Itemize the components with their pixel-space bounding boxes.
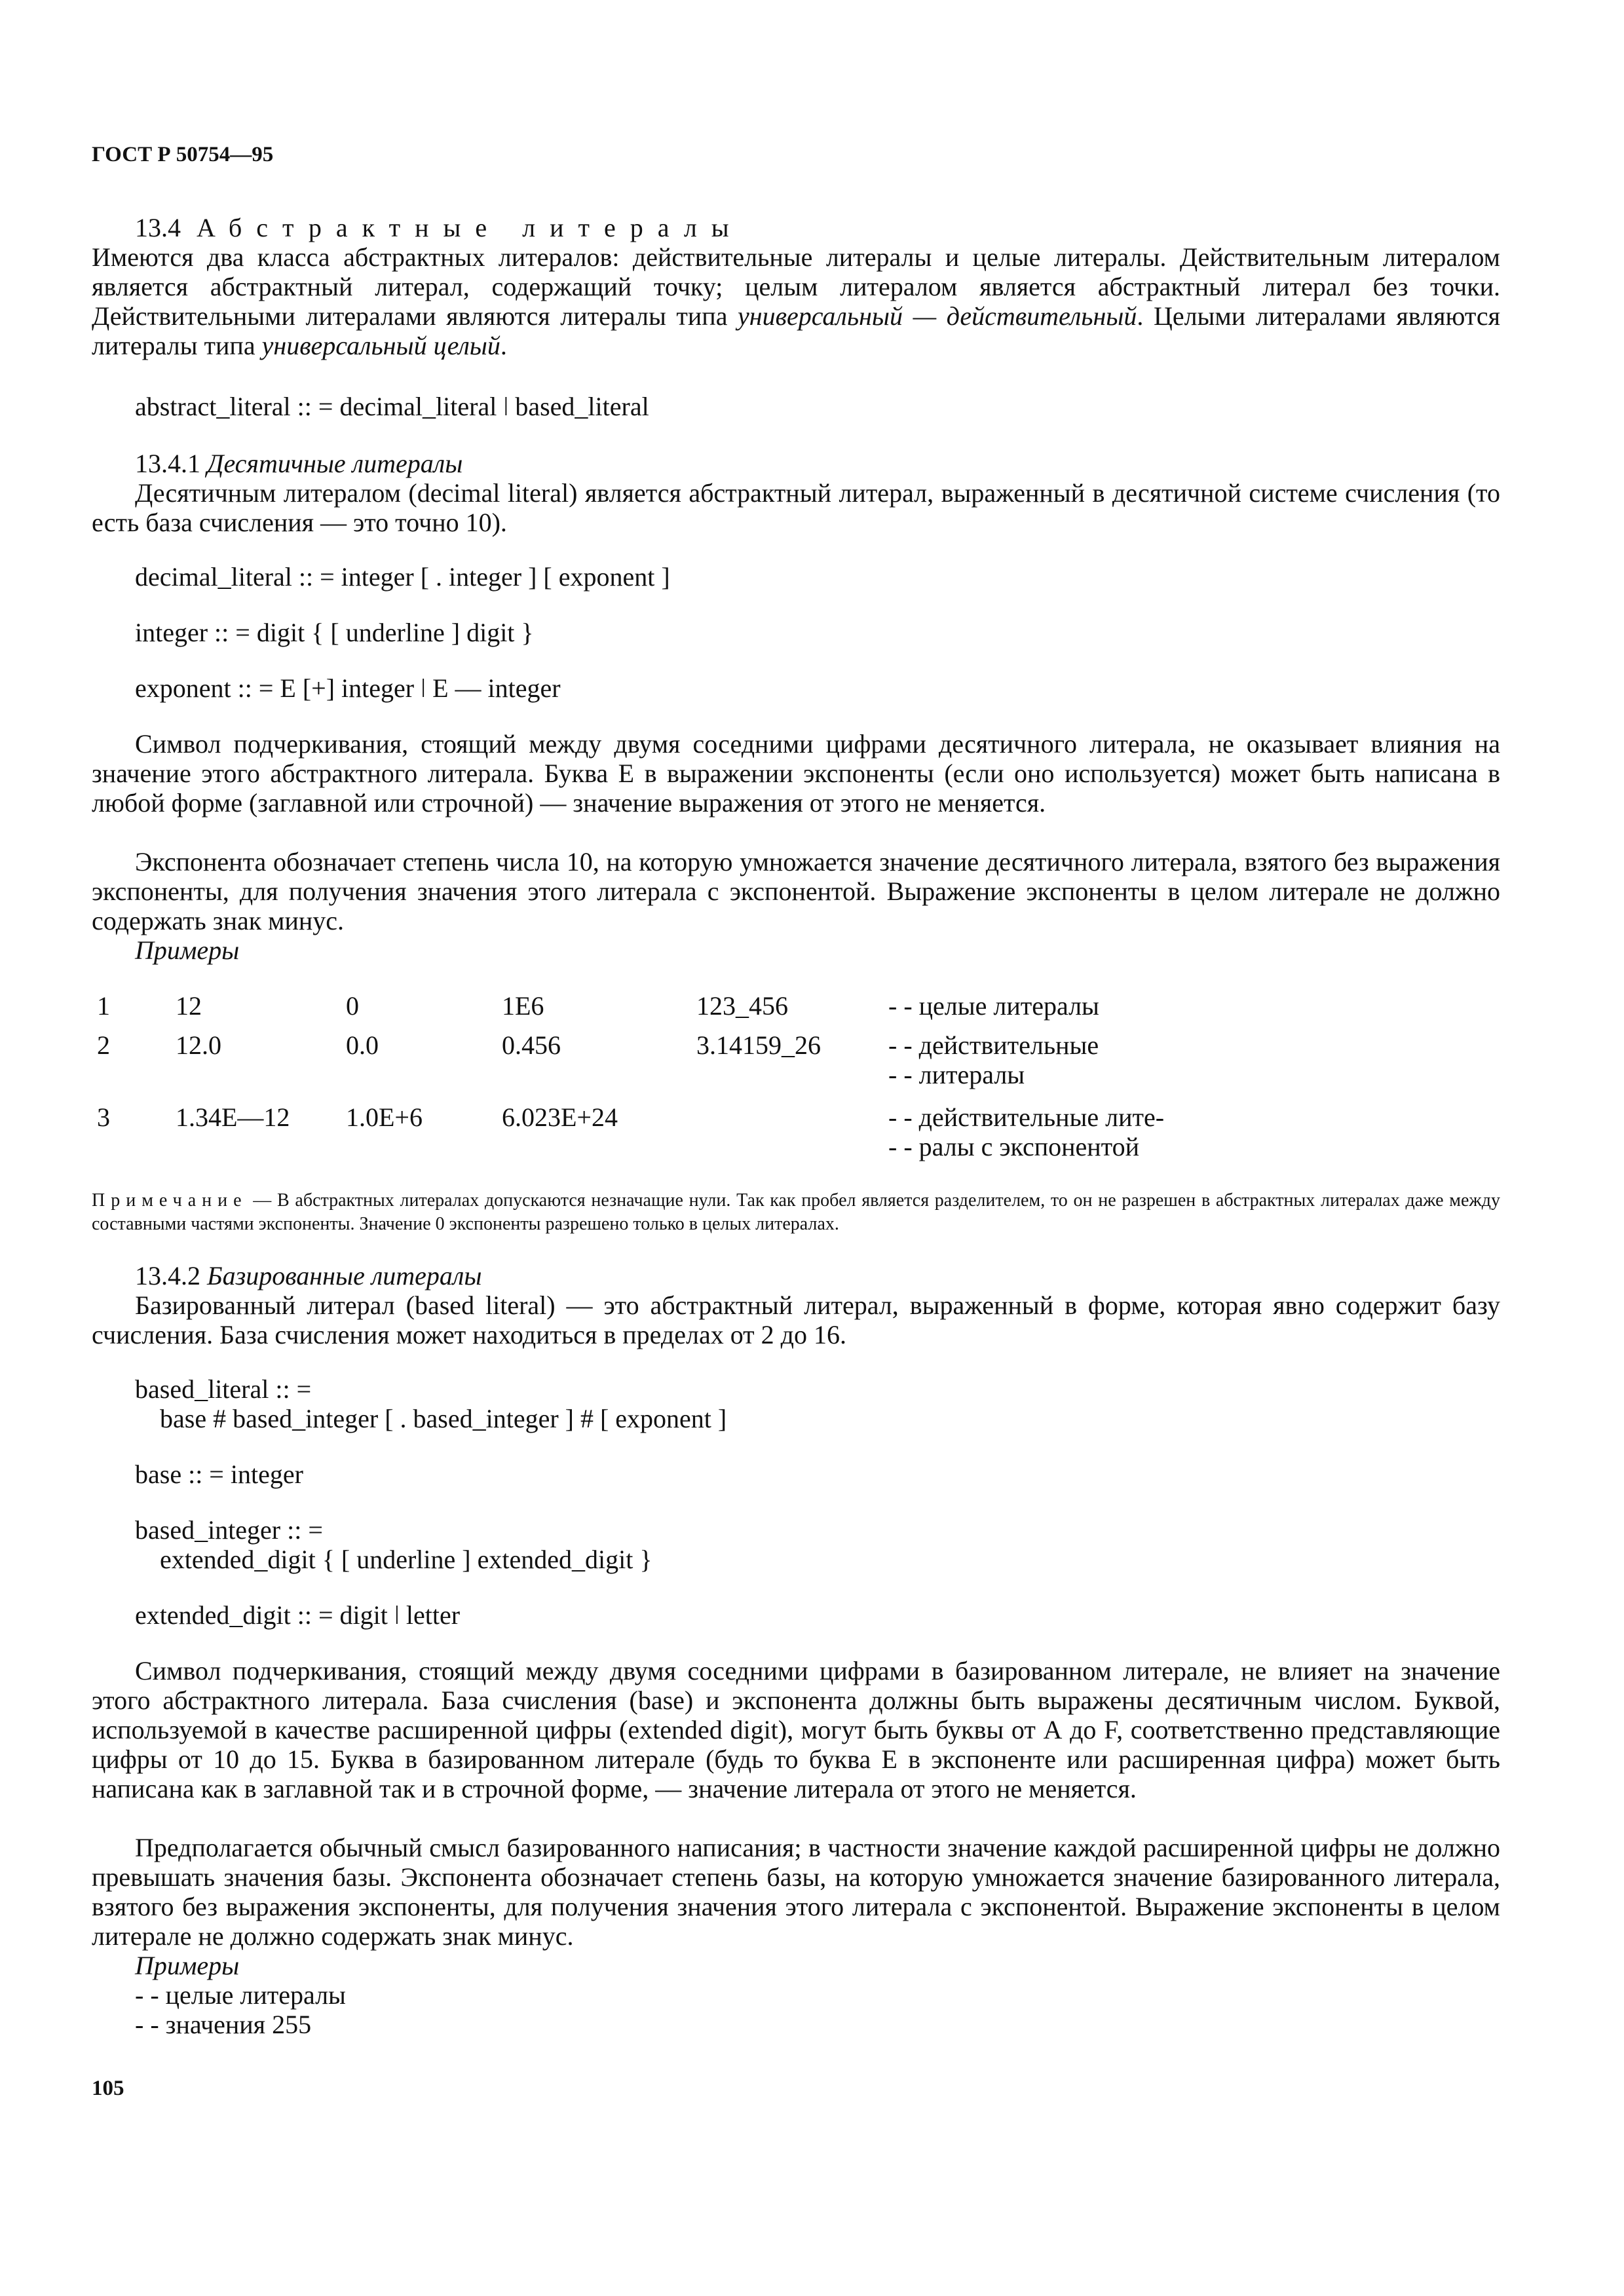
literal-cell: 1.0E+6 <box>346 1102 423 1132</box>
literal-cell: 12 <box>176 991 202 1021</box>
note-text: — В абстрактных литералах допускаются незначащие нули. Так как пробел является разделителем, то он не разрешен в абстрактных литералах даже между составными частями экспоненты. Значение 0 экспоненты разрешено только в целых литералах. <box>92 1190 1500 1234</box>
section-title: Десятичные литералы <box>207 449 463 478</box>
paragraph-decimal-def: Десятичным литералом (decimal literal) является абстрактный литерал, выраженный в десятичной системе счисления (то есть база счисления — это точно 10). <box>92 478 1500 537</box>
comment-cell: - - ралы с экспонентой <box>888 1132 1140 1161</box>
literal-cell: 12.0 <box>176 1030 221 1060</box>
literal-cell: 6.023E+24 <box>502 1102 618 1132</box>
syntax-rule-based-integer-body: extended_digit { [ underline ] extended_digit } <box>160 1545 652 1574</box>
syntax-rule-decimal-literal: decimal_literal :: = integer [ . integer ] [ exponent ] <box>135 562 670 592</box>
document-header: ГОСТ Р 50754—95 <box>92 143 274 166</box>
syntax-rule-abstract-literal: abstract_literal :: = decimal_literal ǀ based_literal <box>135 392 649 421</box>
examples-label: Примеры <box>135 1951 240 1980</box>
syntax-rule-based-literal-body: base # based_integer [ . based_integer ] # [ exponent ] <box>160 1404 727 1433</box>
literal-cell: 3.14159_26 <box>696 1030 821 1060</box>
paragraph-based-def: Базированный литерал (based literal) — это абстрактный литерал, выраженный в форме, которая явно содержит базу счисления. База счисления может находиться в пределах от 2 до 16. <box>92 1290 1500 1349</box>
row-number: 3 <box>97 1102 110 1132</box>
syntax-rule-exponent: exponent :: = E [+] integer ǀ E — integer <box>135 673 561 703</box>
example-comment: - - целые литералы <box>135 1980 346 2010</box>
text-run: . <box>500 331 507 360</box>
section-title: Базированные литералы <box>207 1261 482 1290</box>
section-heading-13-4-2 <box>135 1261 482 1290</box>
section-heading-13-4-1 <box>135 449 463 478</box>
syntax-rule-base: base :: = integer <box>135 1459 303 1489</box>
paragraph-based-meaning: Предполагается обычный смысл базированного написания; в частности значение каждой расширенной цифры не должно превышать значения базы. Экспонента обозначает степень базы, на которую умножается значение базированного литерала, взятого без выражения экспоненты, для получения значения этого литерала с экспонентой. Выражение экспоненты в целом литерале не должно содержать знак минус. <box>92 1833 1500 1951</box>
literal-cell: 0.0 <box>346 1030 379 1060</box>
page-number: 105 <box>92 2077 124 2100</box>
paragraph-underline-decimal: Символ подчеркивания, стоящий между двумя соседними цифрами десятичного литерала, не оказывает влияния на значение этого абстрактного литерала. Буква Е в выражении экспоненты (если оно используется) может быть написана в любой форме (заглавной или строчной) — значение выражения от этого не меняется. <box>92 729 1500 818</box>
paragraph-13-4-intro <box>92 242 1500 360</box>
paragraph-exponent-decimal: Экспонента обозначает степень числа 10, на которую умножается значение десятичного литерала, взятого без выражения экспоненты, для получения значения этого литерала с экспонентой. Выражение экспоненты в целом литерале не должно содержать знак минус. <box>92 847 1500 935</box>
examples-label: Примеры <box>135 935 240 965</box>
syntax-rule-extended-digit: extended_digit :: = digit ǀ letter <box>135 1600 461 1630</box>
literal-cell: 1.34E—12 <box>176 1102 290 1132</box>
literal-cell: 1E6 <box>502 991 544 1021</box>
comment-cell: - - литералы <box>888 1060 1025 1089</box>
text-run: . Целыми литералами являются литералы типа <box>92 301 1500 360</box>
section-number: 13.4.2 <box>135 1261 200 1290</box>
syntax-rule-integer: integer :: = digit { [ underline ] digit } <box>135 618 534 647</box>
comment-cell: - - действительные лите- <box>888 1102 1165 1132</box>
row-number: 2 <box>97 1030 110 1060</box>
paragraph-underline-based: Символ подчеркивания, стоящий между двумя соседними цифрами в базированном литерале, не влияет на значение этого абстрактного литерала. База счисления (base) и экспонента должны быть выражены десятичным числом. Буквой, используемой в качестве расширенной цифры (extended digit), могут быть буквы от А до F, соответственно представляющие цифры от 10 до 15. Буква в базированном литерале (будь то буква Е в экспоненте или расширенная цифра) может быть написана как в заглавной так и в строчной форме, — значение литерала от этого не меняется. <box>92 1656 1500 1803</box>
section-number: 13.4.1 <box>135 449 200 478</box>
italic-type-name: универсальный целый <box>261 331 500 360</box>
syntax-rule-based-integer: based_integer :: = <box>135 1515 323 1545</box>
literal-cell: 0 <box>346 991 359 1021</box>
example-comment: - - значения 255 <box>135 2010 312 2039</box>
comment-cell: - - целые литералы <box>888 991 1099 1021</box>
note-label: Примечание <box>92 1190 248 1211</box>
section-number: 13.4 <box>135 213 181 242</box>
comment-cell: - - действительные <box>888 1030 1099 1060</box>
row-number: 1 <box>97 991 110 1021</box>
section-heading-13-4 <box>135 213 744 242</box>
syntax-rule-based-literal: based_literal :: = <box>135 1374 312 1404</box>
literal-cell: 123_456 <box>696 991 788 1021</box>
section-title: Абстрактные литералы <box>197 213 744 242</box>
text-run: Имеются два класса абстрактных литералов: действительные литералы и целые литералы. Действительным литералом является абстрактный литерал, содержащий точку; целым литералом является абстрактный литерал без точки. Действительными литералами являются литералы типа <box>92 242 1500 331</box>
note-decimal <box>92 1189 1500 1236</box>
italic-type-name: универсальный — действительный <box>738 301 1137 331</box>
literal-cell: 0.456 <box>502 1030 561 1060</box>
